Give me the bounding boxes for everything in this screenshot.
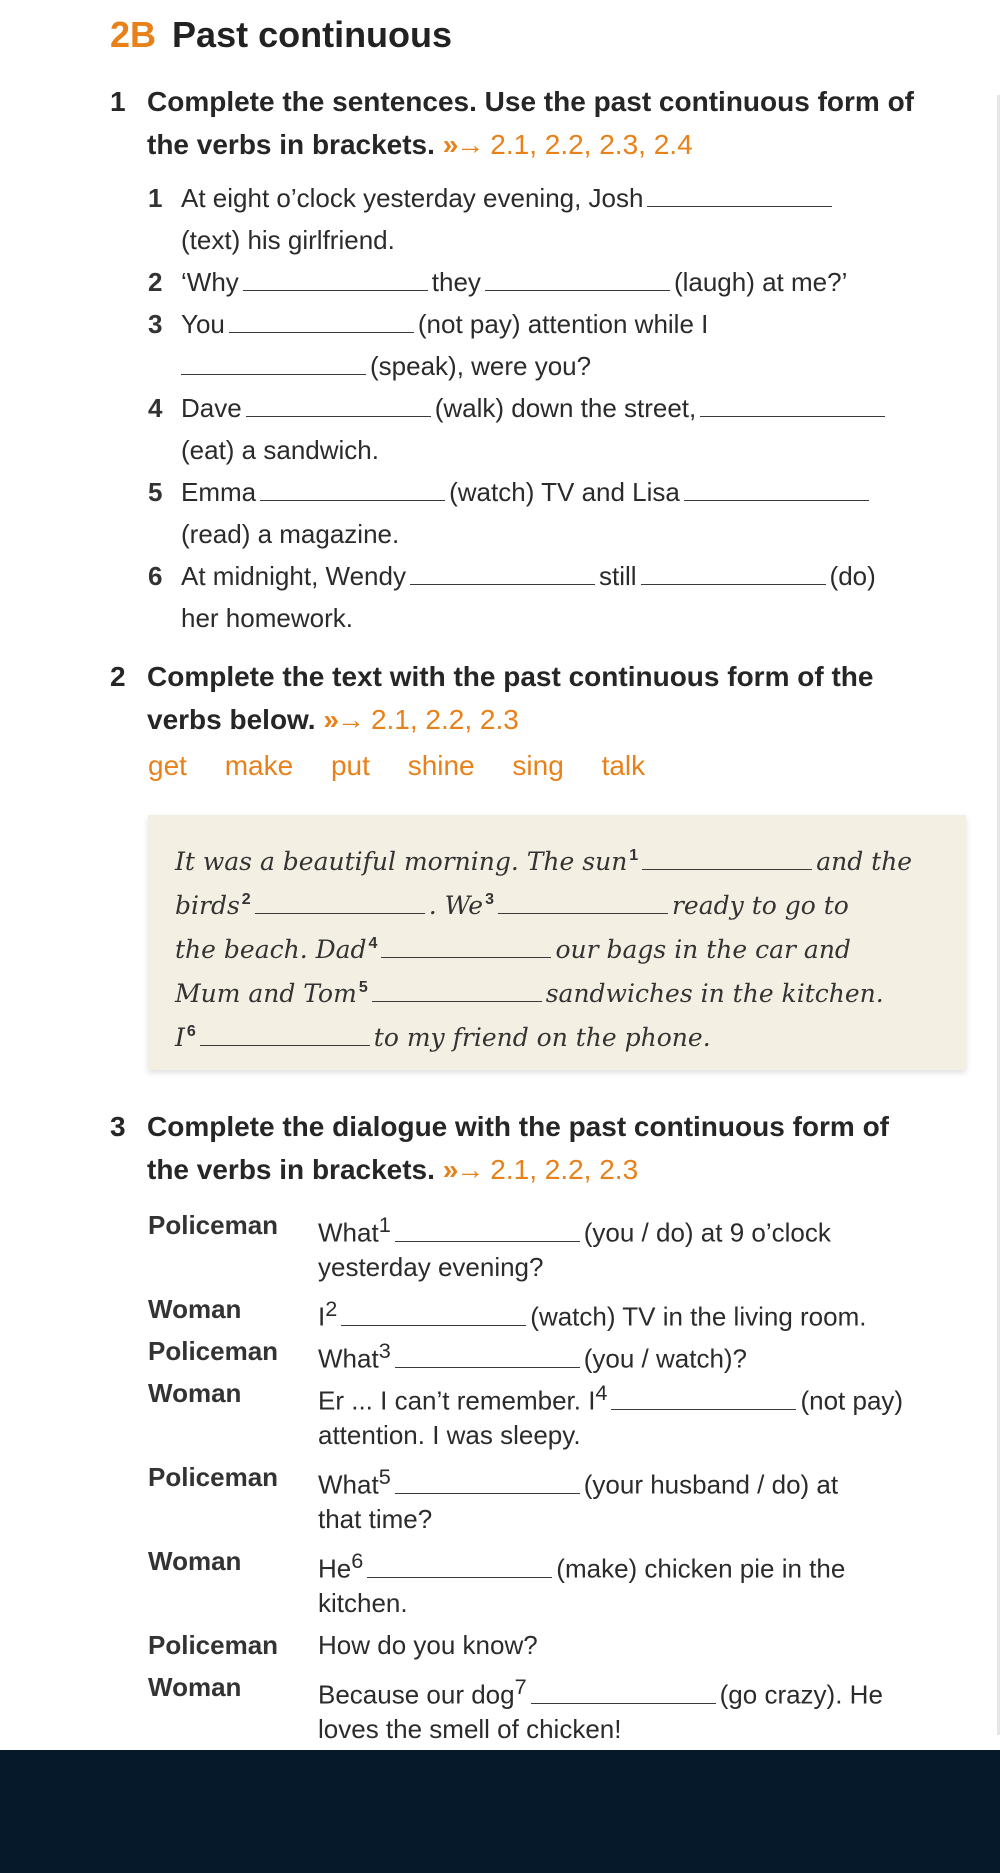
word-bank-item: put bbox=[330, 750, 370, 781]
sentence-text: still bbox=[598, 561, 637, 591]
grammar-reference bbox=[443, 1154, 638, 1185]
sentence-text: (text) his girlfriend. bbox=[181, 225, 395, 255]
answer-blank[interactable] bbox=[485, 266, 670, 291]
story-text: birds bbox=[175, 891, 240, 920]
speaker-label: Woman bbox=[148, 1378, 242, 1408]
reference-arrow-icon: »→ bbox=[323, 704, 363, 735]
answer-blank[interactable] bbox=[498, 889, 668, 914]
speaker-label: Woman bbox=[148, 1546, 242, 1576]
answer-blank[interactable] bbox=[395, 1469, 580, 1494]
item-number: 4 bbox=[148, 393, 163, 423]
sentence-line bbox=[181, 475, 873, 509]
answer-blank[interactable] bbox=[229, 308, 414, 333]
story-text: Mum and Tom bbox=[175, 979, 357, 1008]
story-text: ready to go to bbox=[671, 891, 849, 920]
word-bank-item: get bbox=[148, 750, 187, 781]
instruction-line: Complete the sentences. Use the past continuous form of bbox=[147, 86, 915, 117]
dialogue-line: yesterday evening? bbox=[318, 1252, 544, 1282]
answer-blank[interactable] bbox=[255, 889, 425, 914]
word-bank-item: shine bbox=[407, 750, 475, 781]
sentence-text: Emma bbox=[181, 477, 257, 507]
answer-blank[interactable] bbox=[647, 182, 832, 207]
sentence-line bbox=[181, 181, 836, 215]
sentence-text: her homework. bbox=[181, 603, 353, 633]
gap-number: 4 bbox=[595, 1380, 608, 1405]
dialogue-text: What bbox=[318, 1469, 379, 1500]
dialogue-line bbox=[318, 1544, 845, 1586]
story-text: the beach. Dad bbox=[175, 935, 367, 964]
sentence-text: At midnight, Wendy bbox=[181, 561, 406, 591]
dialogue-line: How do you know? bbox=[318, 1630, 538, 1660]
answer-blank[interactable] bbox=[410, 560, 595, 585]
dialogue-line bbox=[318, 1334, 747, 1376]
answer-blank[interactable] bbox=[341, 1301, 526, 1326]
sentence-text: they bbox=[431, 267, 481, 297]
sentence-line bbox=[181, 223, 395, 257]
answer-blank[interactable] bbox=[367, 1553, 552, 1578]
sentence-text: (read) a magazine. bbox=[181, 519, 400, 549]
sentence-text: At eight o’clock yesterday evening, Josh bbox=[181, 183, 644, 213]
gap-number: 3 bbox=[485, 891, 494, 908]
sentence-text: (laugh) at me?’ bbox=[673, 267, 848, 297]
answer-blank[interactable] bbox=[684, 476, 869, 501]
gap-number: 3 bbox=[378, 1338, 391, 1363]
gap-number: 2 bbox=[325, 1296, 338, 1321]
story-line bbox=[175, 970, 884, 1012]
answer-blank[interactable] bbox=[395, 1217, 580, 1242]
gap-number: 4 bbox=[368, 935, 378, 952]
sentence-line bbox=[181, 433, 379, 467]
unit-title bbox=[110, 14, 452, 56]
word-bank-item: make bbox=[224, 750, 294, 781]
instruction-text: verbs below. bbox=[147, 704, 316, 735]
answer-blank[interactable] bbox=[381, 933, 551, 958]
gap-number: 1 bbox=[378, 1212, 391, 1237]
sentence-text: (eat) a sandwich. bbox=[181, 435, 379, 465]
story-text: sandwiches in the kitchen. bbox=[545, 979, 884, 1008]
story-text-box bbox=[148, 815, 966, 1070]
story-text: our bags in the car and bbox=[555, 935, 851, 964]
answer-blank[interactable] bbox=[395, 1343, 580, 1368]
sentence-text: ‘Why bbox=[181, 267, 239, 297]
story-text: It was a beautiful morning. The sun bbox=[175, 847, 628, 876]
dialogue-line bbox=[318, 1460, 838, 1502]
reference-numbers: 2.1, 2.2, 2.3 bbox=[370, 704, 519, 735]
story-line bbox=[175, 882, 849, 924]
unit-title-text: Past continuous bbox=[172, 14, 453, 55]
item-number: 5 bbox=[148, 477, 163, 507]
answer-blank[interactable] bbox=[200, 1021, 370, 1046]
speaker-label: Policeman bbox=[148, 1630, 279, 1660]
exercise-number: 3 bbox=[110, 1111, 126, 1142]
gap-number: 5 bbox=[378, 1464, 391, 1489]
speaker-label: Woman bbox=[148, 1294, 242, 1324]
answer-blank[interactable] bbox=[246, 392, 431, 417]
grammar-reference bbox=[443, 129, 693, 160]
sentence-line bbox=[181, 265, 847, 299]
story-text: I bbox=[175, 1023, 185, 1052]
dialogue-line bbox=[318, 1292, 866, 1334]
answer-blank[interactable] bbox=[642, 845, 812, 870]
exercise-number: 1 bbox=[110, 86, 126, 117]
gap-number: 6 bbox=[351, 1548, 364, 1573]
answer-blank[interactable] bbox=[700, 392, 885, 417]
word-bank-item: sing bbox=[512, 750, 564, 781]
item-number: 1 bbox=[148, 183, 163, 213]
sentence-text: (not pay) attention while I bbox=[417, 309, 709, 339]
item-number: 6 bbox=[148, 561, 163, 591]
dialogue-text: What bbox=[318, 1217, 379, 1248]
instruction-line: Complete the dialogue with the past continuous form of bbox=[147, 1111, 889, 1142]
dialogue-text: (not pay) bbox=[800, 1385, 904, 1416]
sentence-text: Dave bbox=[181, 393, 242, 423]
instruction-line bbox=[147, 123, 693, 166]
dialogue-text: (watch) TV in the living room. bbox=[530, 1301, 867, 1332]
dialogue-line: attention. I was sleepy. bbox=[318, 1420, 581, 1450]
story-line bbox=[175, 838, 912, 880]
grammar-reference bbox=[323, 704, 518, 735]
answer-blank[interactable] bbox=[611, 1385, 796, 1410]
dialogue-text: (you / do) at 9 o’clock bbox=[583, 1217, 831, 1248]
dialogue-text: (you / watch)? bbox=[583, 1343, 748, 1374]
item-number: 3 bbox=[148, 309, 163, 339]
instruction-line bbox=[147, 1148, 638, 1191]
sentence-line bbox=[181, 391, 889, 425]
story-line bbox=[175, 1014, 711, 1056]
speaker-label: Policeman bbox=[148, 1462, 279, 1492]
gap-number: 1 bbox=[629, 847, 639, 864]
exercise-number: 2 bbox=[110, 661, 126, 692]
speaker-label: Policeman bbox=[148, 1336, 279, 1366]
reference-arrow-icon: »→ bbox=[442, 1154, 483, 1185]
bottom-dark-band bbox=[0, 1750, 1000, 1873]
sentence-line bbox=[181, 559, 876, 593]
sentence-text: (walk) down the street, bbox=[434, 393, 697, 423]
instruction-line: Complete the text with the past continuous form of the bbox=[147, 661, 874, 692]
instruction-text: the verbs in brackets. bbox=[147, 129, 435, 160]
speaker-label: Policeman bbox=[148, 1210, 279, 1240]
answer-blank[interactable] bbox=[260, 476, 445, 501]
speaker-label: Woman bbox=[148, 1672, 242, 1702]
sentence-line bbox=[181, 517, 399, 551]
dialogue-line bbox=[318, 1208, 831, 1250]
sentence-text: You bbox=[181, 309, 225, 339]
sentence-line bbox=[177, 349, 591, 383]
story-text: and the bbox=[816, 847, 913, 876]
sentence-line bbox=[181, 307, 708, 341]
gap-number: 2 bbox=[241, 891, 251, 908]
dialogue-line bbox=[318, 1376, 903, 1418]
gap-number: 5 bbox=[358, 979, 368, 996]
dialogue-line bbox=[318, 1670, 883, 1712]
dialogue-text: I bbox=[318, 1301, 326, 1332]
answer-blank[interactable] bbox=[372, 977, 542, 1002]
sentence-text: (do) bbox=[829, 561, 876, 591]
dialogue-text: Er ... I can’t remember. I bbox=[318, 1385, 596, 1416]
word-bank bbox=[148, 750, 675, 782]
gap-number: 6 bbox=[186, 1023, 196, 1040]
sentence-text: (speak), were you? bbox=[370, 351, 592, 381]
reference-numbers: 2.1, 2.2, 2.3 bbox=[490, 1154, 639, 1185]
gap-number: 7 bbox=[514, 1674, 527, 1699]
word-bank-item: talk bbox=[601, 750, 646, 781]
reference-arrow-icon: »→ bbox=[442, 129, 483, 160]
dialogue-text: He bbox=[318, 1553, 352, 1584]
story-text: to my friend on the phone. bbox=[373, 1023, 711, 1052]
sentence-line bbox=[181, 601, 353, 635]
reference-numbers: 2.1, 2.2, 2.3, 2.4 bbox=[490, 129, 693, 160]
dialogue-line: that time? bbox=[318, 1504, 433, 1534]
unit-code: 2B bbox=[110, 14, 157, 55]
item-number: 2 bbox=[148, 267, 163, 297]
answer-blank[interactable] bbox=[531, 1679, 716, 1704]
instruction-line bbox=[147, 698, 519, 741]
dialogue-text: (your husband / do) at bbox=[583, 1469, 839, 1500]
story-line bbox=[175, 926, 851, 968]
dialogue-text: Because our dog bbox=[318, 1679, 515, 1710]
answer-blank[interactable] bbox=[181, 350, 366, 375]
sentence-text: (watch) TV and Lisa bbox=[449, 477, 680, 507]
dialogue-text: (go crazy). He bbox=[719, 1679, 883, 1710]
dialogue-text: What bbox=[318, 1343, 379, 1374]
dialogue-line: loves the smell of chicken! bbox=[318, 1714, 622, 1744]
answer-blank[interactable] bbox=[641, 560, 826, 585]
answer-blank[interactable] bbox=[243, 266, 428, 291]
story-text: . We bbox=[428, 891, 484, 920]
instruction-text: the verbs in brackets. bbox=[147, 1154, 435, 1185]
dialogue-line: kitchen. bbox=[318, 1588, 408, 1618]
dialogue-text: (make) chicken pie in the bbox=[556, 1553, 846, 1584]
